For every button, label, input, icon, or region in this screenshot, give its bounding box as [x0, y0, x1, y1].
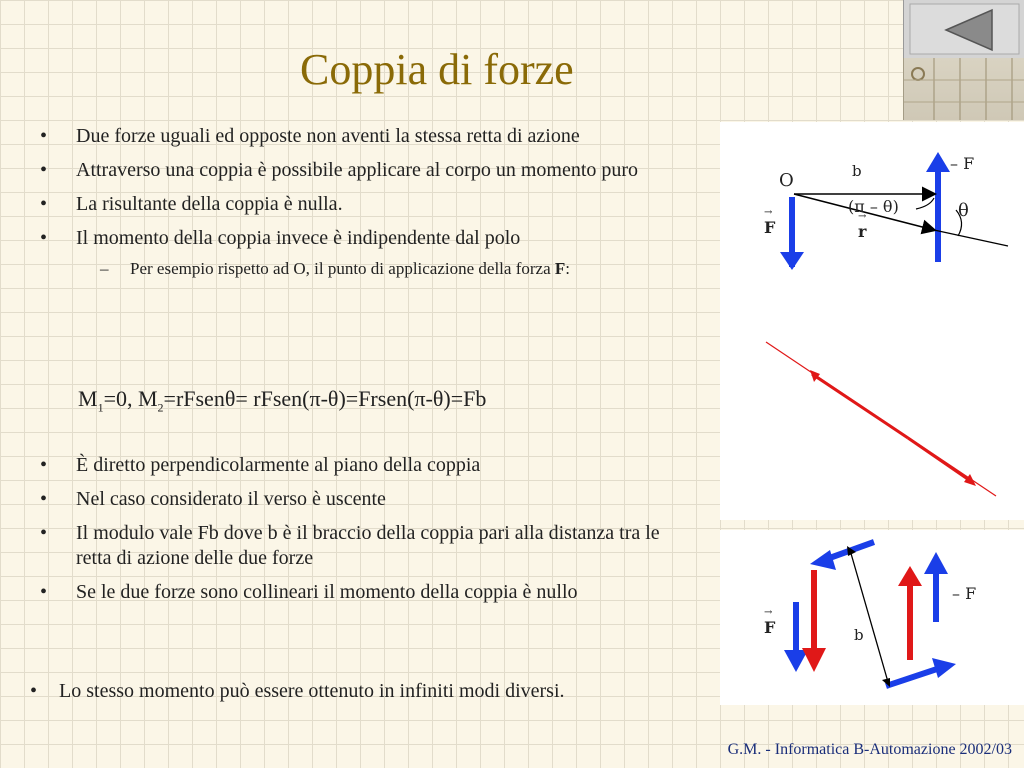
- collinear-forces-diagram: [720, 300, 1024, 520]
- back-nav-button[interactable]: [903, 0, 1024, 59]
- list-item: • Nel caso considerato il verso è uscente: [40, 488, 386, 510]
- list-item: • Il modulo vale Fb dove b è il braccio della coppia pari alla distanza tra le retta di azione delle due forze: [40, 522, 660, 569]
- sub-list-item: – Per esempio rispetto ad O, il punto di applicazione della forza F:: [100, 259, 570, 278]
- label-minus-f: – F: [952, 584, 977, 603]
- bullet-list-bottom: [40, 453, 720, 614]
- couple-diagram-angles: [720, 122, 1024, 300]
- label-f: → F: [764, 618, 775, 637]
- list-item: • La risultante della coppia è nulla.: [40, 193, 343, 215]
- label-f: → F: [764, 218, 775, 237]
- back-triangle-icon: [904, 0, 1024, 58]
- label-pi-minus-theta: (π – θ): [848, 197, 899, 216]
- arm-b-line: [850, 550, 888, 682]
- label-theta: θ: [958, 200, 969, 221]
- label-b: b: [854, 626, 864, 644]
- list-item: • Attraverso una coppia è possibile applicare al corpo un momento puro: [40, 159, 639, 181]
- label-r: → r: [858, 222, 866, 241]
- moment-formula: $M_1=0$, $M_2=rFsen\theta=$ rFsen(π-θ)=Frsen(π-θ)=Fb: [78, 386, 487, 415]
- list-item: • Due forze uguali ed opposte non aventi la stessa retta di azione: [40, 125, 580, 147]
- force-arrow-1: [812, 374, 908, 438]
- ruler-decoration: [903, 58, 1024, 120]
- footer-text: G.M. - Informatica B-Automazione 2002/03: [727, 741, 1012, 758]
- equivalent-couples-diagram: [720, 530, 1024, 705]
- tilted-force-bottom: [886, 668, 940, 686]
- label-b: b: [852, 162, 862, 180]
- label-o: O: [779, 170, 794, 191]
- last-bullet: • Lo stesso momento può essere ottenuto in infiniti modi diversi.: [30, 680, 565, 702]
- list-item: • Se le due forze sono collineari il momento della coppia è nullo: [40, 581, 578, 603]
- force-arrow-2: [908, 438, 972, 482]
- list-item: • È diretto perpendicolarmente al piano della coppia: [40, 454, 481, 476]
- page-title: Coppia di forze: [300, 45, 574, 94]
- list-item: • Il momento della coppia invece è indipendente dal polo: [40, 227, 521, 249]
- bullet-list-top: [40, 124, 720, 284]
- label-minus-f: – F: [950, 154, 975, 173]
